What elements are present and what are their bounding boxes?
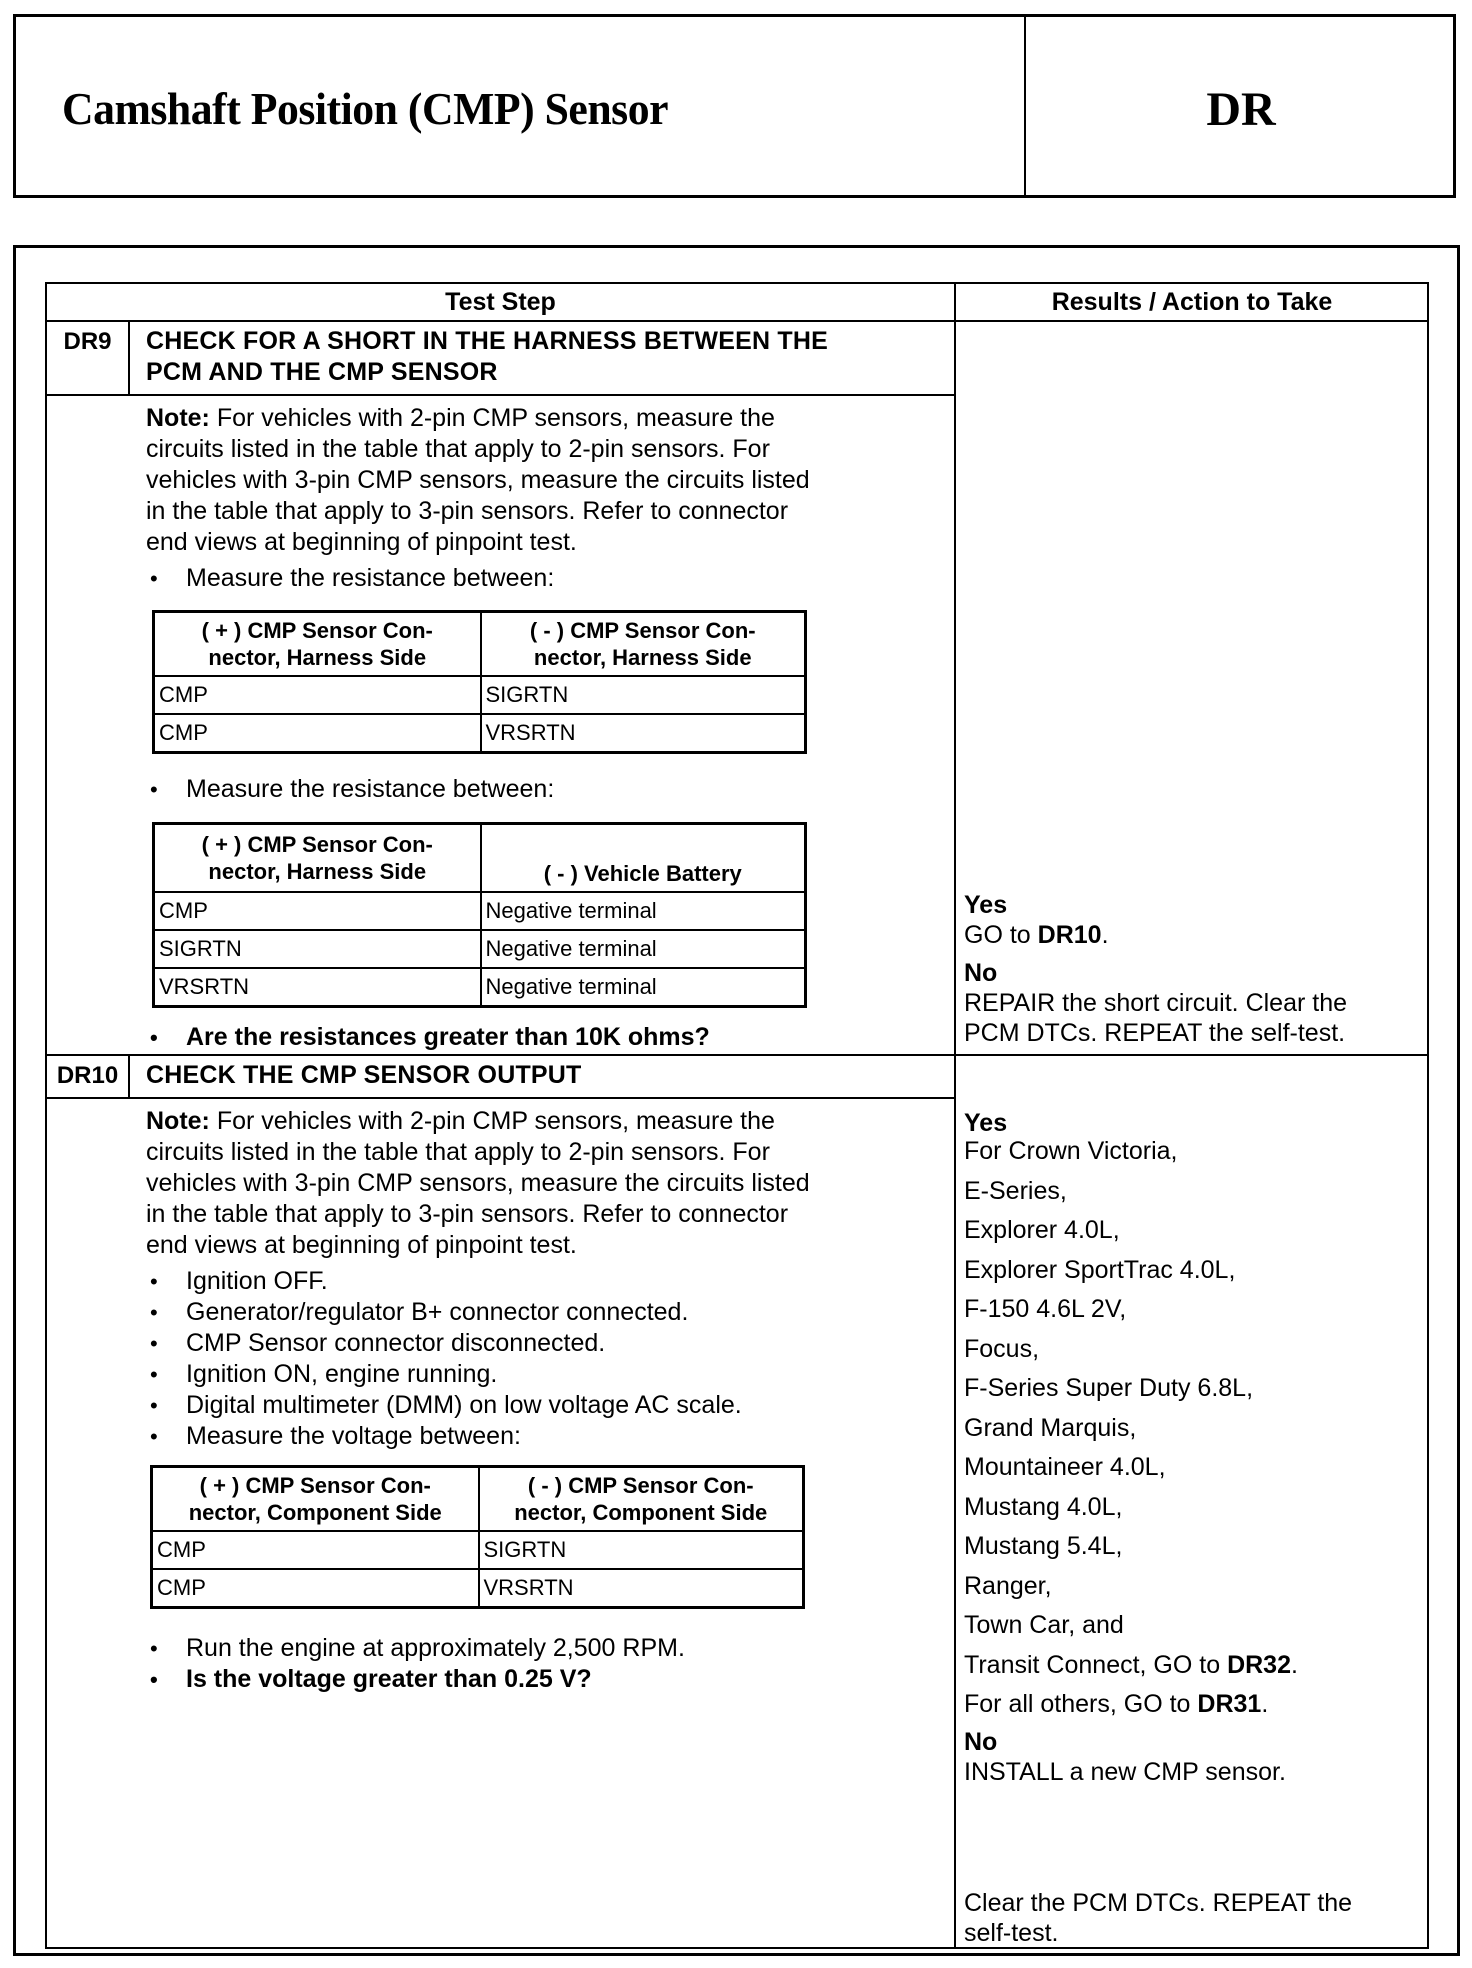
voltage-table bbox=[150, 1465, 805, 1609]
note-line: end views at beginning of pinpoint test. bbox=[146, 528, 577, 556]
bullet-item: • CMP Sensor connector disconnected. bbox=[146, 1328, 742, 1359]
step-footer-action bbox=[964, 1888, 1424, 1948]
vehicle-list bbox=[964, 1132, 1424, 1725]
note-line: For vehicles with 2-pin CMP sensors, measure the bbox=[209, 1107, 775, 1135]
vehicle-item: Mustang 5.4L, bbox=[964, 1532, 1123, 1560]
vehicle-item: F-Series Super Duty 6.8L, bbox=[964, 1374, 1254, 1402]
table-cell: Negative terminal bbox=[481, 892, 806, 930]
note-line: circuits listed in the table that apply to 2-pin sensors. For bbox=[146, 1138, 770, 1166]
yes-label: Yes bbox=[964, 891, 1008, 919]
bullet-list bbox=[146, 1022, 710, 1053]
bullet-item: • Digital multimeter (DMM) on low voltage AC scale. bbox=[146, 1390, 742, 1421]
table-header: ( - ) CMP Sensor Con- nector, Harness Side bbox=[481, 612, 806, 677]
no-label: No bbox=[964, 1727, 998, 1756]
table-cell: SIGRTN bbox=[481, 676, 806, 714]
step-id: DR10 bbox=[56, 1062, 119, 1089]
dr9-id-divider bbox=[128, 320, 130, 395]
yes-action: GO to DR10. bbox=[964, 921, 1109, 949]
step-question: • Are the resistances greater than 10K ohms? bbox=[146, 1022, 710, 1053]
others-action: For all others, GO to DR31. bbox=[964, 1690, 1269, 1718]
bullet-item: • Generator/regulator B+ connector connected. bbox=[146, 1297, 742, 1328]
yes-label: Yes bbox=[964, 1109, 1008, 1137]
step-title-line: PCM AND THE CMP SENSOR bbox=[146, 358, 498, 386]
resistance-table-2 bbox=[152, 822, 807, 1008]
note-label: Note: bbox=[146, 1107, 210, 1135]
goto-link-dr32[interactable]: DR32 bbox=[1227, 1650, 1291, 1679]
table-row bbox=[154, 676, 806, 714]
table-cell: CMP bbox=[154, 892, 481, 930]
goto-link-dr10[interactable]: DR10 bbox=[1037, 921, 1102, 949]
bullet-item: • Measure the voltage between: bbox=[146, 1421, 742, 1452]
table-cell: CMP bbox=[152, 1569, 479, 1608]
no-action-line: REPAIR the short circuit. Clear the bbox=[964, 989, 1348, 1017]
note-label: Note: bbox=[146, 404, 210, 432]
step-title: CHECK THE CMP SENSOR OUTPUT bbox=[146, 1061, 582, 1089]
note-line: in the table that apply to 3-pin sensors. Refer to connector bbox=[146, 497, 789, 525]
section-code: DR bbox=[1206, 83, 1276, 136]
table-cell: CMP bbox=[152, 1531, 479, 1569]
column-header-test-step: Test Step bbox=[445, 288, 556, 316]
step-note bbox=[146, 403, 946, 558]
vehicle-item: For Crown Victoria, bbox=[964, 1137, 1178, 1165]
column-divider bbox=[954, 282, 956, 1949]
footer-line: self-test. bbox=[964, 1919, 1059, 1947]
table-cell: Negative terminal bbox=[481, 930, 806, 968]
footer-line: Clear the PCM DTCs. REPEAT the bbox=[964, 1889, 1353, 1917]
no-action: INSTALL a new CMP sensor. bbox=[964, 1757, 1286, 1786]
dr9-row-bottom bbox=[45, 1054, 1429, 1056]
vehicle-item: Mustang 4.0L, bbox=[964, 1492, 1123, 1521]
table-header: ( + ) CMP Sensor Con- nector, Component Side bbox=[152, 1467, 479, 1532]
page-title: Camshaft Position (CMP) Sensor bbox=[62, 83, 669, 134]
table-cell: SIGRTN bbox=[154, 930, 481, 968]
header-row-divider bbox=[45, 320, 1429, 322]
note-line: vehicles with 3-pin CMP sensors, measure the circuits listed bbox=[146, 466, 810, 494]
step-title bbox=[146, 326, 828, 388]
note-line: For vehicles with 2-pin CMP sensors, measure the bbox=[209, 404, 775, 432]
step-note bbox=[146, 1106, 946, 1261]
table-row bbox=[154, 968, 806, 1007]
vehicle-item: Town Car, and bbox=[964, 1611, 1124, 1639]
table-cell: VRSRTN bbox=[479, 1569, 804, 1608]
no-action-line: PCM DTCs. REPEAT the self-test. bbox=[964, 1019, 1346, 1047]
no-label: No bbox=[964, 959, 998, 987]
bullet-item: • Measure the resistance between: bbox=[146, 774, 554, 805]
table-header: ( - ) Vehicle Battery bbox=[481, 824, 806, 893]
dr10-id-divider bbox=[128, 1054, 130, 1098]
table-row bbox=[152, 1569, 804, 1608]
table-cell: VRSRTN bbox=[154, 968, 481, 1007]
step-title-line: CHECK FOR A SHORT IN THE HARNESS BETWEEN THE bbox=[146, 327, 828, 355]
table-row bbox=[154, 930, 806, 968]
bullet-list bbox=[146, 563, 554, 594]
bullet-item: • Run the engine at approximately 2,500 RPM. bbox=[146, 1633, 685, 1664]
dr9-title-divider bbox=[45, 394, 955, 396]
table-header: ( - ) CMP Sensor Con- nector, Component Side bbox=[479, 1467, 804, 1532]
table-cell: CMP bbox=[154, 714, 481, 753]
bullet-list bbox=[146, 774, 554, 805]
table-header: ( + ) CMP Sensor Con- nector, Harness Side bbox=[154, 824, 481, 893]
transit-action: Transit Connect, GO to DR32. bbox=[964, 1650, 1298, 1679]
vehicle-item: Ranger, bbox=[964, 1571, 1052, 1600]
bullet-list bbox=[146, 1266, 742, 1452]
note-line: circuits listed in the table that apply to 2-pin sensors. For bbox=[146, 435, 770, 463]
step-question: • Is the voltage greater than 0.25 V? bbox=[146, 1664, 685, 1695]
bullet-item: • Ignition ON, engine running. bbox=[146, 1359, 742, 1390]
bullet-item: • Ignition OFF. bbox=[146, 1266, 742, 1297]
step-results bbox=[964, 1108, 1424, 1787]
table-cell: Negative terminal bbox=[481, 968, 806, 1007]
goto-link-dr31[interactable]: DR31 bbox=[1197, 1690, 1262, 1718]
vehicle-item: F-150 4.6L 2V, bbox=[964, 1295, 1127, 1323]
note-line: vehicles with 3-pin CMP sensors, measure the circuits listed bbox=[146, 1169, 810, 1197]
step-id: DR9 bbox=[63, 328, 112, 355]
vehicle-item: Explorer 4.0L, bbox=[964, 1216, 1120, 1244]
resistance-table-1 bbox=[152, 610, 807, 754]
table-row bbox=[154, 714, 806, 753]
vehicle-item: Focus, bbox=[964, 1334, 1040, 1363]
table-cell: VRSRTN bbox=[481, 714, 806, 753]
table-cell: SIGRTN bbox=[479, 1531, 804, 1569]
table-row bbox=[154, 892, 806, 930]
table-cell: CMP bbox=[154, 676, 481, 714]
vehicle-item: E-Series, bbox=[964, 1176, 1067, 1205]
table-row bbox=[152, 1531, 804, 1569]
dr10-title-divider bbox=[45, 1097, 955, 1099]
vehicle-item: Grand Marquis, bbox=[964, 1413, 1137, 1442]
table-header: ( + ) CMP Sensor Con- nector, Harness Side bbox=[154, 612, 481, 677]
note-line: end views at beginning of pinpoint test. bbox=[146, 1231, 577, 1259]
vehicle-item: Mountaineer 4.0L, bbox=[964, 1453, 1166, 1481]
bullet-list bbox=[146, 1633, 685, 1695]
column-header-results: Results / Action to Take bbox=[1051, 288, 1333, 316]
vehicle-item: Explorer SportTrac 4.0L, bbox=[964, 1255, 1236, 1284]
bullet-item: • Measure the resistance between: bbox=[146, 563, 554, 594]
note-line: in the table that apply to 3-pin sensors. Refer to connector bbox=[146, 1200, 789, 1228]
step-results bbox=[964, 890, 1424, 1048]
